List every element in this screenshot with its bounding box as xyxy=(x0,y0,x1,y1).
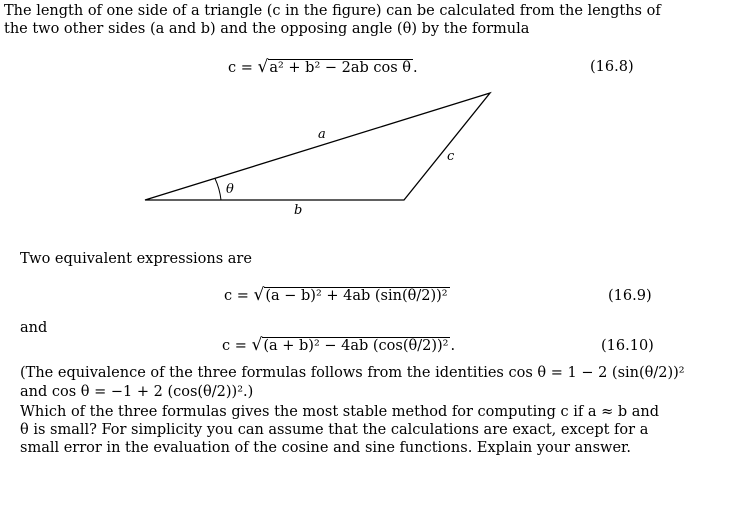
equation-tail: . xyxy=(413,60,418,76)
equation-16-10 xyxy=(222,335,455,355)
equation-radicand: (a − b)² + 4ab (sin(θ/2))² xyxy=(265,288,448,304)
angle-theta-arc xyxy=(215,179,221,201)
note-line-1: (The equivalence of the three formulas follows from the identities cos θ = 1 − 2 (sin(θ/2))² xyxy=(20,365,685,381)
question-line-1: Which of the three formulas gives the most stable method for computing c if a ≈ b and xyxy=(20,404,659,420)
label-theta: θ xyxy=(226,182,234,197)
question-line-2: θ is small? For simplicity you can assume that the calculations are exact, except for a xyxy=(20,422,649,438)
intro-line-1: The length of one side of a triangle (c in the figure) can be calculated from the lengths of xyxy=(4,3,661,19)
sqrt-sign: √(a − b)² + 4ab (sin(θ/2))² xyxy=(253,285,448,305)
equivalent-expressions-text: Two equivalent expressions are xyxy=(20,251,252,267)
equation-lhs: c = xyxy=(228,60,258,76)
triangle-outline xyxy=(145,93,490,200)
sqrt-sign: √a² + b² − 2ab cos θ xyxy=(257,57,412,77)
equation-number-16-8: (16.8) xyxy=(590,59,634,75)
equation-radicand: (a + b)² − 4ab (cos(θ/2))² xyxy=(263,338,449,354)
equation-tail: . xyxy=(450,338,456,354)
intro-line-2: the two other sides (a and b) and the opposing angle (θ) by the formula xyxy=(4,21,530,37)
equation-number-16-10: (16.10) xyxy=(601,338,654,354)
label-c: c xyxy=(447,149,455,164)
question-line-3: small error in the evaluation of the cosine and sine functions. Explain your answer. xyxy=(20,440,631,456)
note-line-2: and cos θ = −1 + 2 (cos(θ/2))².) xyxy=(20,384,254,400)
equation-lhs: c = xyxy=(222,338,252,354)
equation-16-9 xyxy=(224,285,450,305)
label-b: b xyxy=(294,203,303,218)
and-text: and xyxy=(20,320,48,336)
equation-number-16-9: (16.9) xyxy=(608,288,652,304)
label-a: a xyxy=(318,127,326,142)
sqrt-sign: √(a + b)² − 4ab (cos(θ/2))² xyxy=(251,335,449,355)
equation-lhs: c = xyxy=(224,288,254,304)
equation-radicand: a² + b² − 2ab cos θ xyxy=(269,60,412,76)
triangle-figure xyxy=(0,0,740,240)
